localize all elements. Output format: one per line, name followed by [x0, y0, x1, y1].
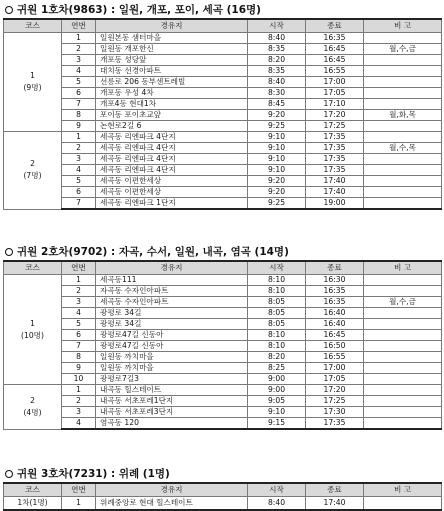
table-row: [4, 374, 442, 385]
note-cell: [364, 33, 442, 44]
stop-cell: 일원동 까치마을: [96, 363, 248, 374]
table-row: [4, 341, 442, 352]
end-time-cell: 16:55: [306, 352, 364, 363]
start-time-cell: 8:10: [248, 330, 306, 341]
order-cell: 9: [62, 363, 96, 374]
note-cell: [364, 308, 442, 319]
start-time-cell: 8:25: [248, 363, 306, 374]
table-row: [4, 99, 442, 110]
note-cell: [364, 363, 442, 374]
header-course: 코스: [4, 261, 62, 275]
note-cell: [364, 154, 442, 165]
order-cell: 1: [62, 132, 96, 143]
route-section-bus-2: [3, 244, 441, 430]
table-row: [4, 66, 442, 77]
end-time-cell: 17:35: [306, 143, 364, 154]
start-time-cell: 8:05: [248, 308, 306, 319]
end-time-cell: 16:30: [306, 275, 364, 286]
stop-cell: 일원동 개포한신: [96, 44, 248, 55]
route-table: [3, 260, 442, 430]
header-stop: 경유지: [96, 261, 248, 275]
order-cell: 1: [62, 497, 96, 511]
end-time-cell: 17:00: [306, 77, 364, 88]
end-time-cell: 16:45: [306, 330, 364, 341]
end-time-cell: 17:35: [306, 154, 364, 165]
note-cell: [364, 286, 442, 297]
stop-cell: 광평로 34길: [96, 319, 248, 330]
stop-cell: 선릉로 206 동부센트레빌: [96, 77, 248, 88]
end-time-cell: 17:00: [306, 363, 364, 374]
table-row: [4, 110, 442, 121]
table-row: [4, 154, 442, 165]
stop-cell: 세곡동 리엔파크 1단지: [96, 198, 248, 210]
course-label: 1차: [17, 498, 30, 507]
course-count: (9명): [23, 83, 42, 92]
start-time-cell: 8:10: [248, 341, 306, 352]
table-row: [4, 198, 442, 210]
circle-bullet-icon: [5, 6, 13, 14]
table-row: [4, 363, 442, 374]
start-time-cell: 8:35: [248, 44, 306, 55]
section-title: [3, 466, 441, 482]
table-row: [4, 308, 442, 319]
table-row: [4, 187, 442, 198]
order-cell: 4: [62, 418, 96, 430]
course-count: (7명): [23, 171, 42, 181]
note-cell: [364, 176, 442, 187]
order-cell: 3: [62, 154, 96, 165]
end-time-cell: 16:40: [306, 319, 364, 330]
route-table: [3, 482, 442, 511]
start-time-cell: 8:20: [248, 55, 306, 66]
stop-cell: 세곡동 이편한세상: [96, 187, 248, 198]
header-note: 비 고: [364, 19, 442, 33]
table-row: [4, 330, 442, 341]
order-cell: 5: [62, 176, 96, 187]
stop-cell: 광평로7길3: [96, 374, 248, 385]
note-cell: 월,수,금: [364, 297, 442, 308]
stop-cell: 세곡동 수자인아파트: [96, 297, 248, 308]
stop-cell: 일원동 까치마을: [96, 352, 248, 363]
end-time-cell: 17:20: [306, 385, 364, 396]
header-course: 코스: [4, 19, 62, 33]
course-cell: [4, 275, 62, 385]
stop-cell: 세곡동 리엔파크 4단지: [96, 132, 248, 143]
note-cell: [364, 341, 442, 352]
end-time-cell: 16:35: [306, 33, 364, 44]
table-row: [4, 352, 442, 363]
order-cell: 10: [62, 374, 96, 385]
order-cell: 4: [62, 308, 96, 319]
note-cell: [364, 418, 442, 430]
table-row: [4, 176, 442, 187]
end-time-cell: 17:25: [306, 121, 364, 132]
order-cell: 4: [62, 66, 96, 77]
note-cell: [364, 374, 442, 385]
note-cell: [364, 187, 442, 198]
order-cell: 5: [62, 319, 96, 330]
note-cell: [364, 88, 442, 99]
header-order: 연번: [62, 261, 96, 275]
note-cell: [364, 132, 442, 143]
stop-cell: 개포4동 현대1차: [96, 99, 248, 110]
end-time-cell: 17:10: [306, 99, 364, 110]
table-header-row: [4, 261, 442, 275]
end-time-cell: 16:35: [306, 286, 364, 297]
order-cell: 2: [62, 44, 96, 55]
course-count: (1명): [29, 498, 48, 507]
end-time-cell: 16:45: [306, 55, 364, 66]
section-title-text: 귀원 2호차(9702) : 자곡, 수서, 일원, 내곡, 염곡 (14명): [17, 246, 289, 258]
start-time-cell: 9:20: [248, 176, 306, 187]
order-cell: 4: [62, 165, 96, 176]
end-time-cell: 17:35: [306, 165, 364, 176]
table-row: [4, 165, 442, 176]
header-time-end: 종료: [306, 261, 364, 275]
start-time-cell: 9:10: [248, 407, 306, 418]
start-time-cell: 8:05: [248, 319, 306, 330]
stop-cell: 내곡동 서초포레1단지: [96, 396, 248, 407]
start-time-cell: 8:40: [248, 497, 306, 511]
table-row: [4, 319, 442, 330]
table-row: [4, 121, 442, 132]
header-time-start: 시작: [248, 483, 306, 497]
start-time-cell: 9:10: [248, 154, 306, 165]
table-row: [4, 286, 442, 297]
stop-cell: 광평로 34길: [96, 308, 248, 319]
note-cell: [364, 121, 442, 132]
stop-cell: 대치동 선경아파트: [96, 66, 248, 77]
note-cell: [364, 330, 442, 341]
end-time-cell: 17:25: [306, 396, 364, 407]
start-time-cell: 9:10: [248, 165, 306, 176]
start-time-cell: 9:10: [248, 132, 306, 143]
course-label: 1: [30, 318, 35, 328]
circle-bullet-icon: [5, 470, 13, 478]
start-time-cell: 9:25: [248, 198, 306, 210]
note-cell: [364, 77, 442, 88]
note-cell: [364, 165, 442, 176]
end-time-cell: 16:55: [306, 66, 364, 77]
stop-cell: 자곡동 수자인아파트: [96, 286, 248, 297]
end-time-cell: 17:40: [306, 187, 364, 198]
order-cell: 3: [62, 407, 96, 418]
course-label: 2: [30, 159, 35, 169]
stop-cell: 염곡동 120: [96, 418, 248, 430]
stop-cell: 개포동 우성 4차: [96, 88, 248, 99]
course-label: 2: [30, 395, 35, 405]
table-row: [4, 77, 442, 88]
start-time-cell: 9:20: [248, 110, 306, 121]
course-count: (10명): [21, 330, 44, 340]
end-time-cell: 17:20: [306, 110, 364, 121]
order-cell: 5: [62, 77, 96, 88]
table-row: [4, 385, 442, 396]
end-time-cell: 16:50: [306, 341, 364, 352]
stop-cell: 세곡동111: [96, 275, 248, 286]
table-row: [4, 396, 442, 407]
header-time-end: 종료: [306, 483, 364, 497]
header-note: 비 고: [364, 483, 442, 497]
header-stop: 경유지: [96, 19, 248, 33]
order-cell: 3: [62, 55, 96, 66]
course-cell: [4, 385, 62, 430]
stop-cell: 내곡동 서초포레3단지: [96, 407, 248, 418]
header-time-start: 시작: [248, 261, 306, 275]
end-time-cell: 17:35: [306, 132, 364, 143]
stop-cell: 광평로47길 신동아: [96, 341, 248, 352]
table-header-row: [4, 483, 442, 497]
section-title: [3, 2, 441, 18]
start-time-cell: 8:45: [248, 99, 306, 110]
header-course: 코스: [4, 483, 62, 497]
stop-cell: 내곡동 힐스테이트: [96, 385, 248, 396]
start-time-cell: 8:05: [248, 297, 306, 308]
stop-cell: 포이동 포이초교앞: [96, 110, 248, 121]
note-cell: [364, 275, 442, 286]
end-time-cell: 19:00: [306, 198, 364, 210]
start-time-cell: 8:10: [248, 286, 306, 297]
note-cell: [364, 55, 442, 66]
order-cell: 1: [62, 33, 96, 44]
route-section-bus-3: [3, 466, 441, 511]
order-cell: 7: [62, 198, 96, 210]
circle-bullet-icon: [5, 248, 13, 256]
route-table: [3, 18, 442, 210]
note-cell: 월,수,금: [364, 44, 442, 55]
table-row: [4, 275, 442, 286]
start-time-cell: 9:05: [248, 396, 306, 407]
note-cell: [364, 352, 442, 363]
start-time-cell: 8:30: [248, 88, 306, 99]
stop-cell: 위례중앙로 현대 힐스테이트: [96, 497, 248, 511]
note-cell: [364, 66, 442, 77]
start-time-cell: 8:40: [248, 33, 306, 44]
order-cell: 1: [62, 275, 96, 286]
order-cell: 7: [62, 99, 96, 110]
header-order: 연번: [62, 483, 96, 497]
course-count: (4명): [23, 407, 42, 417]
end-time-cell: 17:35: [306, 418, 364, 430]
order-cell: 3: [62, 297, 96, 308]
end-time-cell: 16:45: [306, 44, 364, 55]
order-cell: 9: [62, 121, 96, 132]
header-note: 비 고: [364, 261, 442, 275]
table-row: [4, 88, 442, 99]
order-cell: 6: [62, 330, 96, 341]
note-cell: [364, 319, 442, 330]
section-title-text: 귀원 1호차(9863) : 일원, 개포, 포이, 세곡 (16명): [17, 4, 261, 16]
course-cell: [4, 497, 62, 511]
start-time-cell: 8:40: [248, 77, 306, 88]
order-cell: 1: [62, 385, 96, 396]
stop-cell: 세곡동 리엔파크 4단지: [96, 143, 248, 154]
table-row: [4, 297, 442, 308]
order-cell: 2: [62, 143, 96, 154]
header-order: 연번: [62, 19, 96, 33]
section-title-text: 귀원 3호차(7231) : 위례 (1명): [17, 468, 170, 480]
note-cell: [364, 407, 442, 418]
order-cell: 2: [62, 396, 96, 407]
stop-cell: 세곡동 이편한세상: [96, 176, 248, 187]
stop-cell: 세곡동 리엔파크 4단지: [96, 165, 248, 176]
order-cell: 2: [62, 286, 96, 297]
table-row: [4, 55, 442, 66]
stop-cell: 광평로47길 신동아: [96, 330, 248, 341]
end-time-cell: 16:40: [306, 308, 364, 319]
end-time-cell: 16:35: [306, 297, 364, 308]
start-time-cell: 9:00: [248, 374, 306, 385]
note-cell: [364, 396, 442, 407]
start-time-cell: 9:25: [248, 121, 306, 132]
order-cell: 7: [62, 341, 96, 352]
note-cell: [364, 198, 442, 210]
start-time-cell: 9:00: [248, 385, 306, 396]
section-title: [3, 244, 441, 260]
note-cell: [364, 385, 442, 396]
table-row: [4, 143, 442, 154]
header-time-start: 시작: [248, 19, 306, 33]
table-row: [4, 33, 442, 44]
order-cell: 6: [62, 88, 96, 99]
stop-cell: 논현로2길 6: [96, 121, 248, 132]
header-time-end: 종료: [306, 19, 364, 33]
route-section-bus-1: [3, 2, 441, 210]
table-row: [4, 44, 442, 55]
start-time-cell: 9:10: [248, 143, 306, 154]
table-row: [4, 497, 442, 511]
table-row: [4, 132, 442, 143]
order-cell: 6: [62, 187, 96, 198]
course-label: 1: [30, 71, 35, 80]
table-header-row: [4, 19, 442, 33]
end-time-cell: 17:40: [306, 176, 364, 187]
table-row: [4, 418, 442, 430]
end-time-cell: 17:30: [306, 407, 364, 418]
order-cell: 8: [62, 110, 96, 121]
start-time-cell: 8:20: [248, 352, 306, 363]
start-time-cell: 8:35: [248, 66, 306, 77]
note-cell: [364, 99, 442, 110]
stop-cell: 세곡동 리엔파크 4단지: [96, 154, 248, 165]
start-time-cell: 9:15: [248, 418, 306, 430]
end-time-cell: 17:05: [306, 88, 364, 99]
end-time-cell: 17:05: [306, 374, 364, 385]
start-time-cell: 8:10: [248, 275, 306, 286]
header-stop: 경유지: [96, 483, 248, 497]
note-cell: 월,수,목: [364, 143, 442, 154]
table-row: [4, 407, 442, 418]
course-cell: [4, 33, 62, 132]
stop-cell: 일원본동 샘터마을: [96, 33, 248, 44]
order-cell: 8: [62, 352, 96, 363]
note-cell: 월,화,목: [364, 110, 442, 121]
stop-cell: 개포동 성당앞: [96, 55, 248, 66]
course-cell: [4, 132, 62, 210]
end-time-cell: 17:40: [306, 497, 364, 511]
note-cell: [364, 497, 442, 511]
start-time-cell: 9:20: [248, 187, 306, 198]
